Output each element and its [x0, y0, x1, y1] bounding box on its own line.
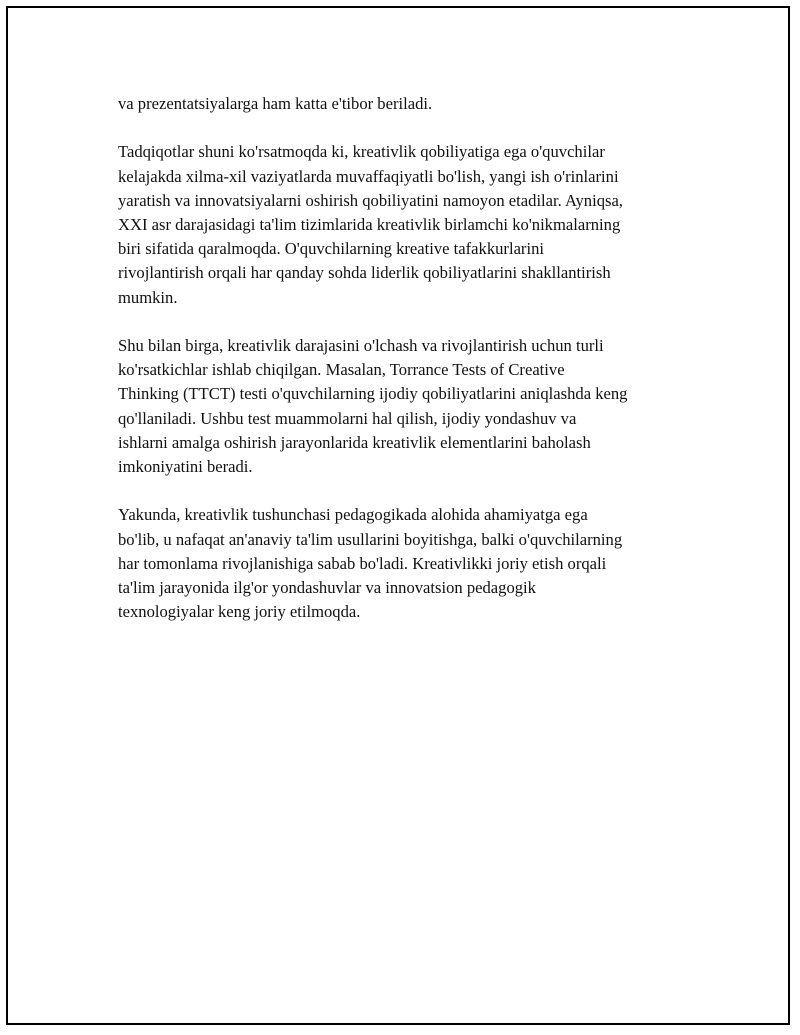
- paragraph-4: [118, 503, 688, 624]
- text-line: Tadqiqotlar shuni ko'rsatmoqda ki, kreativlik qobiliyatiga ega o'quvchilar: [118, 142, 605, 162]
- text-line: texnologiyalar keng joriy etilmoqda.: [118, 602, 361, 622]
- text-line: Shu bilan birga, kreativlik darajasini o'lchash va rivojlantirish uchun turli: [118, 336, 604, 355]
- text-line: ta'lim jarayonida ilg'or yondashuvlar va innovatsion pedagogik: [118, 578, 536, 598]
- text-line: yaratish va innovatsiyalarni oshirish qobiliyatini namoyon etadilar. Ayniqsa,: [118, 190, 623, 210]
- text-line: bo'lib, u nafaqat an'anaviy ta'lim usullarini boyitishga, balki o'quvchilarning: [118, 529, 623, 549]
- paragraph-2: [118, 140, 688, 309]
- text-line: Thinking (TTCT) testi o'quvchilarning ijodiy qobiliyatlarini aniqlashda keng: [118, 384, 628, 404]
- paragraph-3: [118, 334, 688, 479]
- text-line: qo'llaniladi. Ushbu test muammolarni hal qilish, ijodiy yondashuv va: [118, 408, 577, 428]
- text-line: XXI asr darajasidagi ta'lim tizimlarida kreativlik birlamchi ko'nikmalarning: [118, 215, 621, 234]
- text-line: kelajakda xilma-xil vaziyatlarda muvaffaqiyatli bo'lish, yangi ish o'rinlarini: [118, 166, 619, 186]
- text-line: Yakunda, kreativlik tushunchasi pedagogikada alohida ahamiyatga ega: [118, 505, 588, 525]
- text-line: rivojlantirish orqali har qanday sohda liderlik qobiliyatlarini shakllantirish: [118, 263, 611, 283]
- text-line: mumkin.: [118, 287, 178, 307]
- text-line: har tomonlama rivojlanishiga sabab bo'ladi. Kreativlikki joriy etish orqali: [118, 553, 607, 573]
- text-line: biri sifatida qaralmoqda. O'quvchilarning kreative tafakkurlarini: [118, 239, 544, 259]
- text-line: imkoniyatini beradi.: [118, 457, 253, 477]
- document-body: [118, 92, 688, 649]
- text-line: va prezentatsiyalarga ham katta e'tibor beriladi.: [118, 94, 433, 113]
- text-line: ishlarni amalga oshirish jarayonlarida kreativlik elementlarini baholash: [118, 432, 591, 452]
- text-line: ko'rsatkichlar ishlab chiqilgan. Masalan, Torrance Tests of Creative: [118, 360, 565, 380]
- paragraph-1: [118, 92, 688, 116]
